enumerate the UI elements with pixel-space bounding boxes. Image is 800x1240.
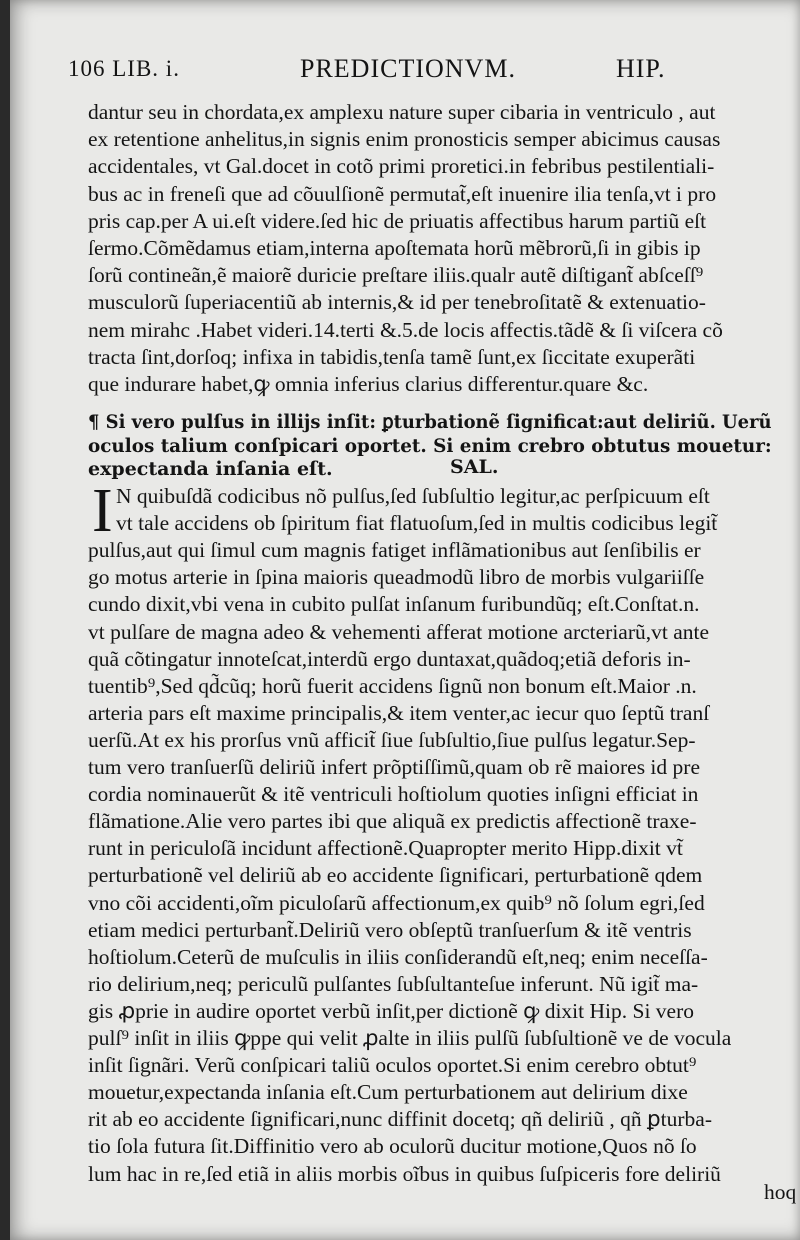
text-line: que indurare habet,ꝙ omnia inferius clarius differentur.quare &c. — [88, 372, 649, 396]
text-line: perturbationẽ vel deliriũ ab eo accidente ſignificari, perturbationẽ qdem — [88, 863, 703, 888]
text-line: tracta ſint,dorſoq; infixa in tabidis,tenſa tamẽ ſunt,ex ſiccitate exuperãti — [88, 344, 696, 369]
text-line: pulſ⁹ inſit in iliis ꝙppe qui velit ꝓalte in iliis pulſũ ſubſultionẽ ve de vocula — [88, 1026, 732, 1050]
text-line: go motus arterie in ſpina maioris queadmodũ libro de morbis vulgariiſſe — [88, 565, 705, 590]
book-page — [10, 0, 800, 1240]
text-line: dantur seu in chordata,ex amplexu nature super cibaria in ventriculo , aut — [88, 100, 716, 124]
text-line: arteria pars eſt maxime principalis,& item venter,ac iecur quo ſeptũ tranſ — [88, 700, 710, 725]
text-line: nem mirahc .Habet videri.14.terti &.5.de locis affectis.tãdẽ & ſi viſcera cõ — [88, 317, 723, 342]
text-line: vt pulſare de magna adeo & vehementi afferat motione arcteriarũ,vt ante — [88, 619, 710, 644]
text-line: musculorũ ſuperiacentiũ ab internis,& id per tenebroſitatẽ & extenuatio- — [88, 290, 706, 315]
sal-label: SAL. — [450, 456, 499, 478]
text-line: inſit ſignãri. Verũ conſpicari taliũ oculos oportet.Si enim cerebro obtut⁹ — [88, 1053, 697, 1078]
binding-shadow — [0, 0, 10, 1240]
text-line: rio delirium,neq; periculũ pulſantes ſubſultanteſue inferunt. Nũ igit̃ ma- — [88, 971, 699, 996]
running-header — [68, 52, 708, 86]
text-line: tuentib⁹,Sed qd̃cũq; horũ fuerit accidens ſignũ non bonum eſt.Maior .n. — [88, 673, 697, 698]
text-line: vno cõi accidenti,oĩm piculoſarũ affectionum,ex quib⁹ nõ ſolum egri,ſed — [88, 890, 705, 915]
text-line: mouetur,expectanda inſania eſt.Cum perturbationem aut delirium dixe — [88, 1080, 688, 1105]
text-line: ¶ Si vero pulſus in illijs inſit: ꝑturbationẽ ſignificat:aut deliriũ. Uerũ — [88, 411, 772, 433]
text-line: runt in periculoſã incidunt affectionẽ.Quapropter merito Hipp.dixit vt̃ — [88, 836, 683, 861]
text-line: cordia nominauerũt & itẽ ventriculi hoſtiolum quoties inſigni efficiat in — [88, 782, 699, 807]
running-title: PREDICTIONVM. — [300, 54, 516, 83]
text-line: cundo dixit,vbi vena in cubito pulſat inſanum furibundũq; eſt.Conſtat.n. — [88, 592, 700, 617]
text-line: gis ꝓprie in audire oportet verbũ inſit,per dictionẽ ꝙ dixit Hip. Si vero — [88, 998, 695, 1023]
text-line: flãmatione.Alie vero partes ibi que aliquã ex predictis affectionẽ traxe- — [88, 809, 697, 834]
page-number-and-book: 106 LIB. i. — [68, 56, 180, 81]
text-line: pulſus,aut qui ſimul cum magnis fatiget inflãmationibus aut ſenſibilis er — [88, 538, 701, 563]
text-line: vt tale accidens ob ſpiritum fiat flatuoſum,ſed in multis codicibus legit̃ — [116, 511, 718, 536]
text-line: hoſtiolum.Ceterũ de muſculis in iliis conſiderandũ eſt,neq; enim neceſſa- — [88, 944, 708, 969]
text-line: ſorũ contineãn,ẽ maiorẽ duricie preſtare iliis.qualr autẽ diſtigant̃ abſceſſ⁹ — [88, 263, 704, 288]
text-line: uerſũ.At ex his prorſus vnũ afficit̃ ſiue ſubſultio,ſiue pulſus legatur.Sep- — [88, 727, 696, 752]
text-line: expectanda inſania eſt. — [88, 458, 333, 480]
initial-letter: I — [92, 477, 113, 545]
text-line: rit ab eo accidente ſignificari,nunc diffinit docetq; qñ deliriũ , qñ ꝑturba- — [88, 1107, 713, 1132]
text-line: pris cap.per A ui.eſt videre.ſed hic de priuatis affectibus harum partiũ eſt — [88, 208, 707, 233]
text-line: bus ac in freneſi que ad cõuulſionẽ permutat̃,eſt inuenire ilia tenſa,vt i pro — [88, 181, 717, 206]
text-line: tio ſola futura ſit.Diffinitio vero ab oculorũ ducitur motione,Quos nõ ſo — [88, 1134, 697, 1159]
text-line: lum hac in re,ſed etiã in aliis morbis oĩbus in quibus ſuſpiceris fore deliriũ — [88, 1161, 721, 1186]
text-line: ſermo.Cõmẽdamus etiam,interna apoſtemata horũ mẽbrorũ,ſi in gibis ip — [88, 236, 701, 260]
text-line: N quibuſdã codicibus nõ pulſus,ſed ſubſultio legitur,ac perſpicuum eſt — [116, 484, 710, 508]
text-line: etiam medici perturbant̃.Deliriũ vero obſeptũ tranſuerſum & itẽ ventris — [88, 917, 692, 942]
catchword: hoq — [764, 1180, 797, 1204]
text-line: ex retentione anhelitus,in signis enim pronosticis semper abicimus causas — [88, 127, 721, 152]
text-line: quã cõtingatur innoteſcat,interdũ ergo duntaxat,quãdoq;etiã deforis in- — [88, 646, 691, 671]
text-line: tum vero tranſuerſũ deliriũ infert prõptiſſimũ,quam ob rẽ maiores id pre — [88, 755, 700, 779]
text-line: accidentales, vt Gal.docet in cotõ primi proretici.in febribus pestilentiali- — [88, 154, 715, 179]
author-abbrev: HIP. — [616, 54, 666, 83]
text-line: oculos talium conſpicari oportet. Si enim crebro obtutus mouetur: — [88, 434, 772, 457]
